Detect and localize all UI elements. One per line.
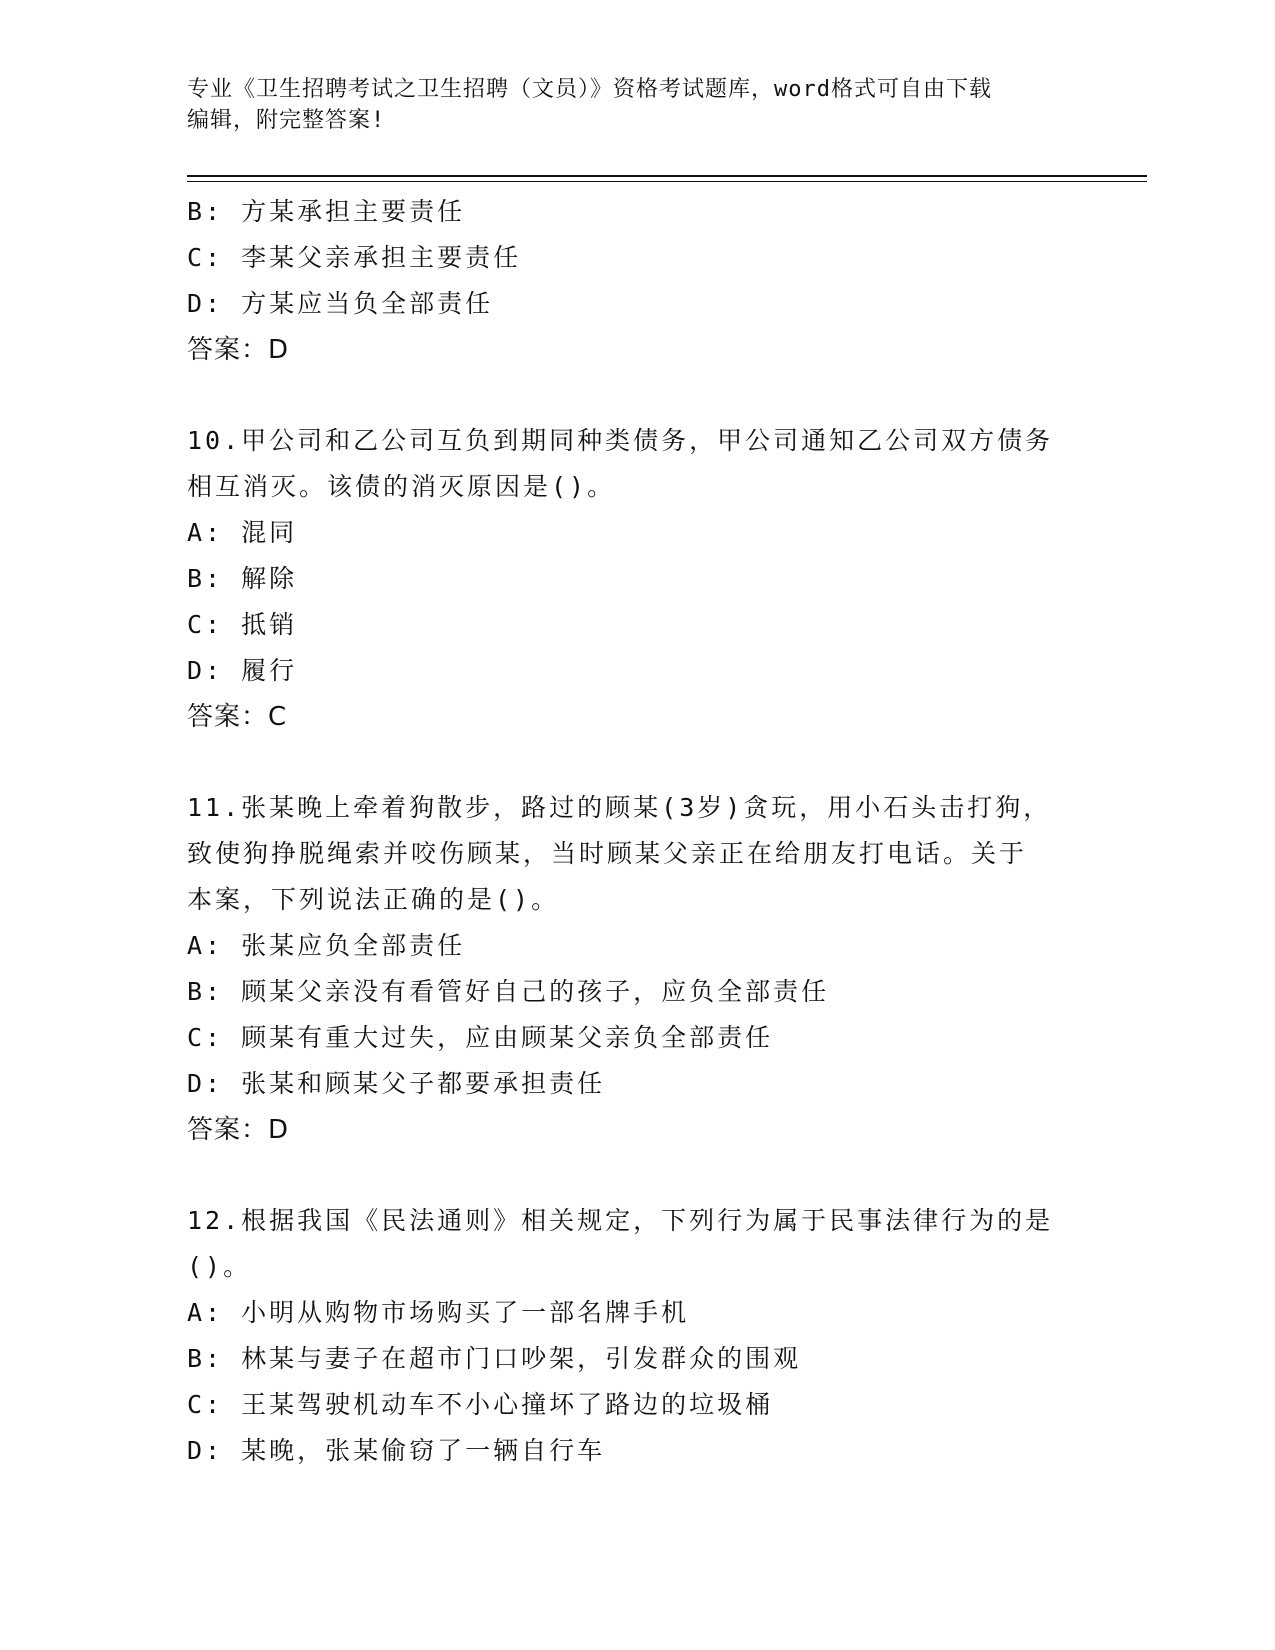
option-b: B: 林某与妻子在超市门口吵架，引发群众的围观 xyxy=(187,1344,802,1373)
option-d: D: 方某应当负全部责任 xyxy=(187,289,494,318)
question-12 xyxy=(187,1198,1107,1474)
question-stem-line: 12.根据我国《民法通则》相关规定，下列行为属于民事法律行为的是 xyxy=(187,1206,1054,1235)
option-d: D: 张某和顾某父子都要承担责任 xyxy=(187,1069,606,1098)
option-d: D: 履行 xyxy=(187,656,298,685)
spacer xyxy=(187,1153,1107,1198)
question-9-tail xyxy=(187,189,1107,373)
answer-line: 答案：C xyxy=(187,702,288,732)
option-b: B: 方某承担主要责任 xyxy=(187,197,466,226)
question-stem-line: 相互消灭。该债的消灭原因是()。 xyxy=(187,472,616,501)
question-stem-line: 致使狗挣脱绳索并咬伤顾某，当时顾某父亲正在给朋友打电话。关于 xyxy=(187,839,1028,868)
header-line-2: 编辑，附完整答案! xyxy=(187,108,386,133)
option-a: A: 张某应负全部责任 xyxy=(187,931,466,960)
header-line-1: 专业《卫生招聘考试之卫生招聘（文员）》资格考试题库，word格式可自由下载 xyxy=(187,77,992,102)
option-c: C: 王某驾驶机动车不小心撞坏了路边的垃圾桶 xyxy=(187,1390,774,1419)
spacer xyxy=(187,740,1107,785)
option-c: C: 李某父亲承担主要责任 xyxy=(187,243,522,272)
question-stem-line: ()。 xyxy=(187,1252,252,1281)
header-divider-thin xyxy=(187,181,1147,182)
answer-line: 答案：D xyxy=(187,1115,290,1145)
option-c: C: 顾某有重大过失，应由顾某父亲负全部责任 xyxy=(187,1023,774,1052)
header-divider-thick xyxy=(187,175,1147,177)
answer-line: 答案：D xyxy=(187,335,290,365)
option-b: B: 解除 xyxy=(187,564,298,593)
option-a: A: 混同 xyxy=(187,518,298,547)
question-list xyxy=(187,189,1107,1474)
question-11 xyxy=(187,785,1107,1153)
document-header xyxy=(187,74,1087,136)
option-b: B: 顾某父亲没有看管好自己的孩子，应负全部责任 xyxy=(187,977,830,1006)
option-a: A: 小明从购物市场购买了一部名牌手机 xyxy=(187,1298,690,1327)
option-c: C: 抵销 xyxy=(187,610,298,639)
option-d: D: 某晚，张某偷窃了一辆自行车 xyxy=(187,1436,606,1465)
spacer xyxy=(187,373,1107,418)
question-stem-line: 10.甲公司和乙公司互负到期同种类债务，甲公司通知乙公司双方债务 xyxy=(187,426,1054,455)
question-stem-line: 本案，下列说法正确的是()。 xyxy=(187,885,560,914)
question-stem-line: 11.张某晚上牵着狗散步，路过的顾某(3岁)贪玩，用小石头击打狗， xyxy=(187,793,1052,822)
question-10 xyxy=(187,418,1107,740)
